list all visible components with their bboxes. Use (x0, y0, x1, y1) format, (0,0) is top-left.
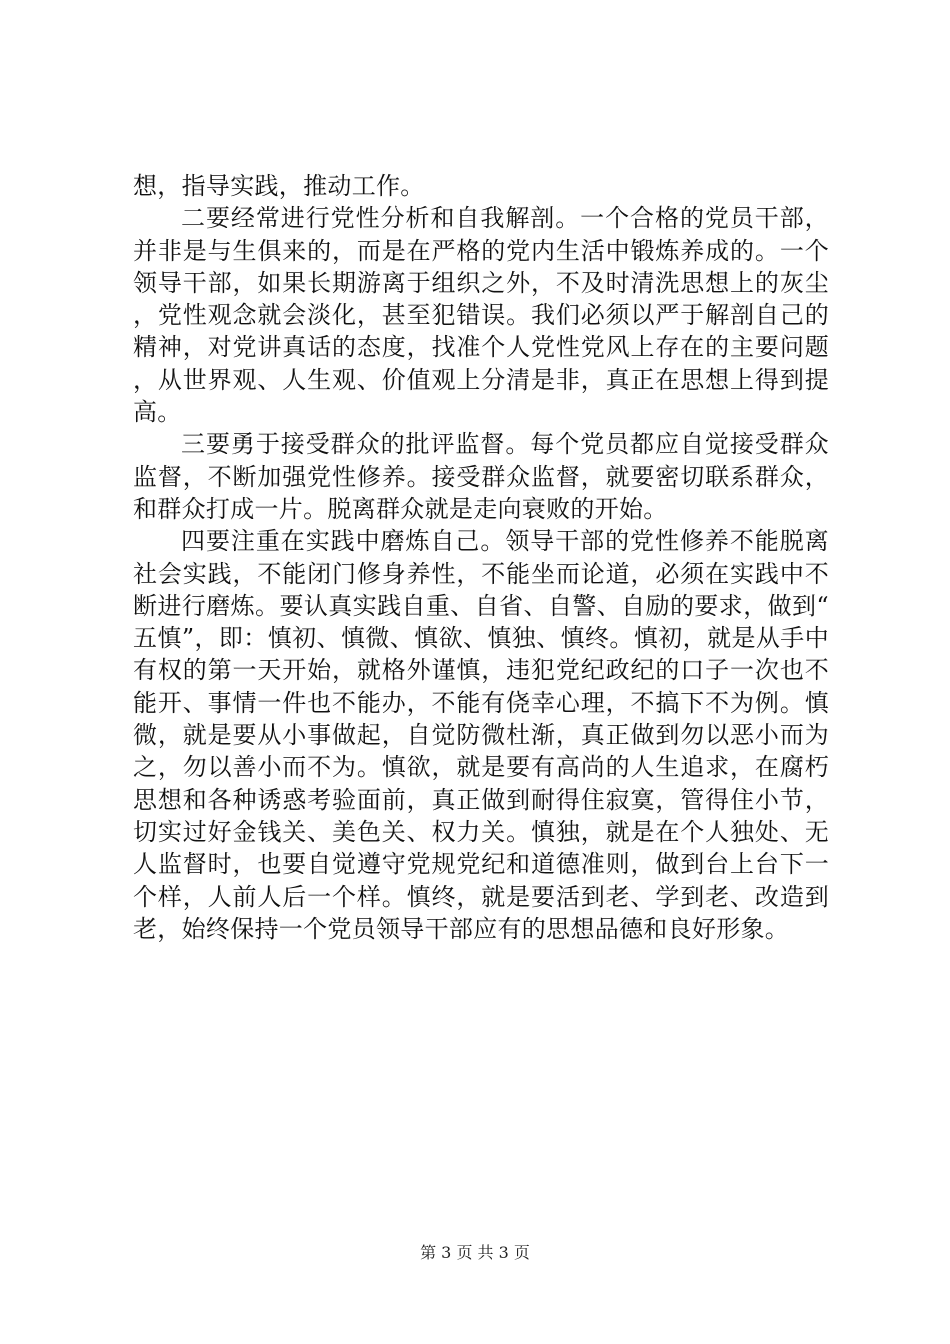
paragraph-public-supervision: 三要勇于接受群众的批评监督。每个党员都应自觉接受群众监督，不断加强党性修养。接受群众监督，就要密切联系群众，和群众打成一片。脱离群众就是走向衰败的开始。 (133, 430, 829, 523)
paragraph-party-spirit-analysis: 二要经常进行党性分析和自我解剖。一个合格的党员干部，并非是与生俱来的，而是在严格的党内生活中锻炼养成的。一个领导干部，如果长期游离于组织之外，不及时清洗思想上的灰尘，党性观念就会淡化，甚至犯错误。我们必须以严于解剖自己的精神，对党讲真话的态度，找准个人党性党风上存在的主要问题，从世界观、人生观、价值观上分清是非，真正在思想上得到提高。 (133, 204, 829, 427)
paragraph-continuation: 想，指导实践，推动工作。 (133, 172, 425, 200)
page-footer: 第 3 页 共 3 页 (420, 1243, 530, 1262)
document-body (133, 170, 829, 945)
paragraph-practice-tempering: 四要注重在实践中磨炼自己。领导干部的党性修养不能脱离社会实践，不能闭门修身养性，不能坐而论道，必须在实践中不断进行磨炼。要认真实践自重、自省、自警、自励的要求，做到“五慎”，即：慎初、慎微、慎欲、慎独、慎终。慎初，就是从手中有权的第一天开始，就格外谨慎，违犯党纪政纪的口子一次也不能开、事情一件也不能办，不能有侥幸心理，不搞下不为例。慎微，就是要从小事做起，自觉防微杜渐，真正做到勿以恶小而为之，勿以善小而不为。慎欲，就是要有高尚的人生追求，在腐朽思想和各种诱惑考验面前，真正做到耐得住寂寞，管得住小节，切实过好金钱关、美色关、权力关。慎独，就是在个人独处、无人监督时，也要自觉遵守党规党纪和道德准则，做到台上台下一个样，人前人后一个样。慎终，就是要活到老、学到老、改造到老，始终保持一个党员领导干部应有的思想品德和良好形象。 (133, 527, 829, 943)
